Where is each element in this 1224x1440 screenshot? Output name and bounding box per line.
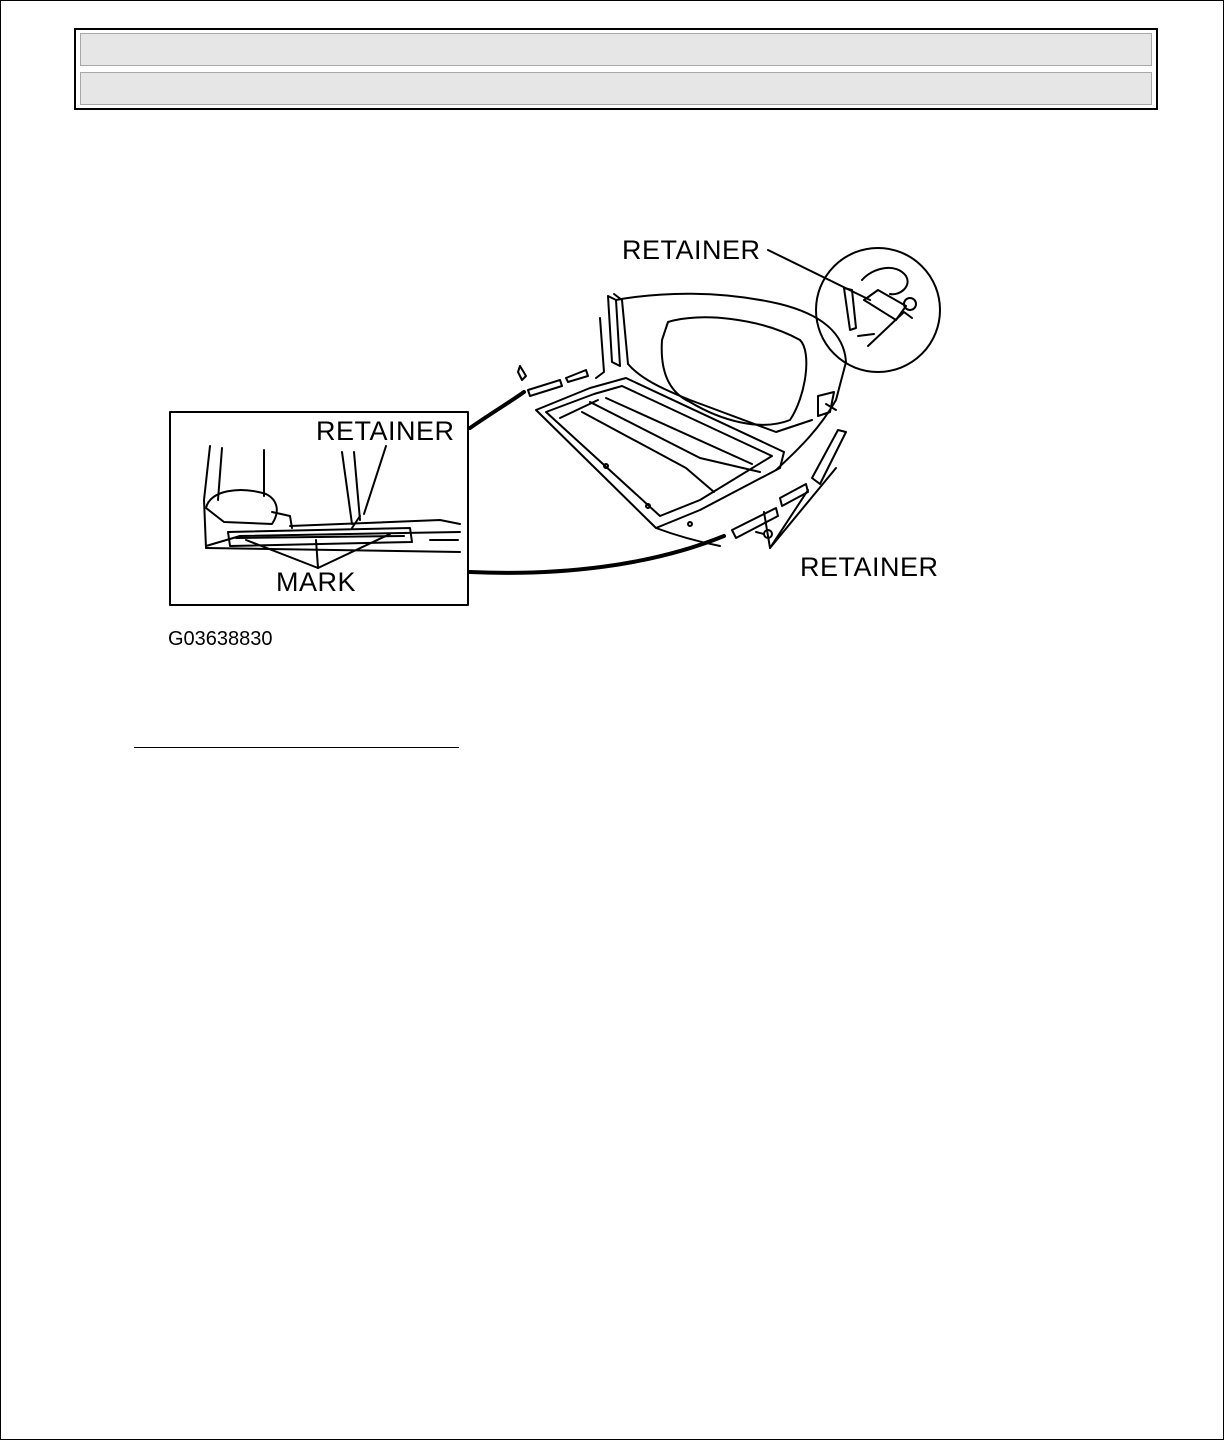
retainer-label-inset: RETAINER — [316, 416, 455, 446]
detail-circle — [816, 248, 940, 372]
footnote-divider — [134, 747, 459, 748]
retainer-label-top: RETAINER — [622, 235, 761, 265]
figure-code: G03638830 — [168, 628, 273, 650]
mark-label: MARK — [276, 567, 357, 597]
retainer-label-right: RETAINER — [800, 552, 939, 582]
